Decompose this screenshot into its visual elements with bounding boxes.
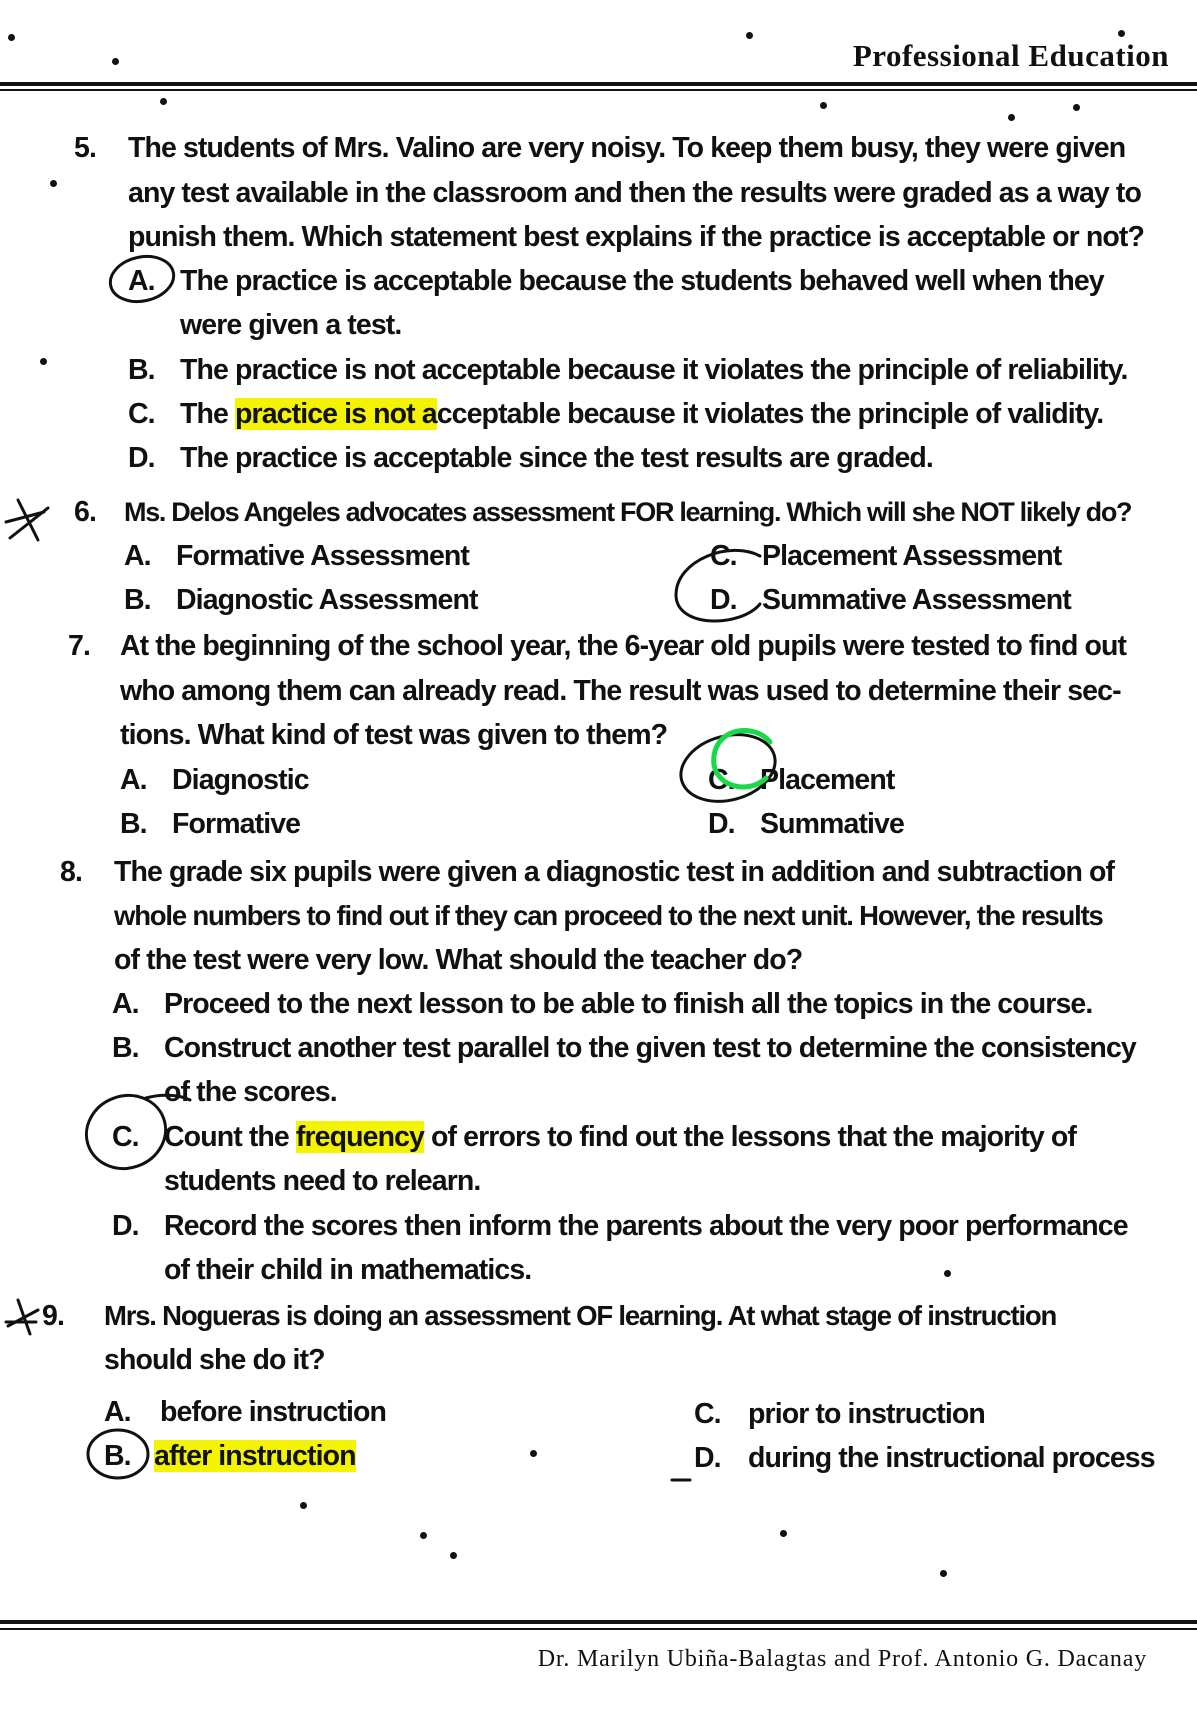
print-speck (820, 102, 827, 109)
question-number: 7. (68, 630, 90, 662)
option-text: of their child in mathematics. (164, 1254, 532, 1286)
option-text: Formative (172, 808, 301, 840)
question-stem-line: who among them can already read. The result was used to determine their sec- (120, 675, 1121, 707)
question-stem-line: The students of Mrs. Valino are very noisy. To keep them busy, they were given (128, 132, 1126, 164)
option-letter: D. (710, 584, 737, 616)
question-stem-line: Ms. Delos Angeles advocates assessment FOR learning. Which will she NOT likely do? (124, 497, 1132, 527)
option-text: students need to relearn. (164, 1165, 481, 1197)
option-letter: B. (112, 1032, 139, 1064)
page-header-title: Professional Education (852, 38, 1169, 73)
print-speck (8, 34, 15, 41)
option-text: Placement (760, 764, 895, 796)
print-speck (40, 358, 47, 365)
question-stem-line: whole numbers to find out if they can proceed to the next unit. However, the results (114, 900, 1103, 931)
option-text: The practice is acceptable since the test results are graded. (180, 442, 933, 474)
option-text: Record the scores then inform the parents about the very poor performance (164, 1210, 1128, 1242)
question-number: 8. (60, 856, 82, 888)
header-rule-thin (0, 89, 1197, 91)
print-speck (1008, 114, 1015, 121)
option-letter: C. (708, 764, 735, 796)
question-stem-line: any test available in the classroom and then the results were graded as a way to (128, 177, 1141, 209)
question-stem-line: The grade six pupils were given a diagnostic test in addition and subtraction of (114, 856, 1115, 888)
option-text: Construct another test parallel to the given test to determine the consistency (164, 1032, 1136, 1064)
print-speck (780, 1530, 787, 1537)
question-stem-line: At the beginning of the school year, the 6-year old pupils were tested to find out (120, 630, 1127, 662)
option-letter: B. (128, 354, 155, 386)
option-text (154, 1434, 356, 1478)
option-text: were given a test. (180, 309, 402, 341)
option-letter: A. (112, 988, 139, 1020)
question-number: 9. (42, 1300, 64, 1332)
print-speck (450, 1552, 457, 1559)
option-letter: A. (124, 540, 151, 572)
option-letter: B. (124, 584, 151, 616)
star-mark (6, 1300, 38, 1334)
print-speck (112, 58, 119, 65)
print-speck (530, 1450, 537, 1457)
print-speck (944, 1270, 951, 1277)
print-speck (940, 1570, 947, 1577)
option-letter: A. (104, 1396, 131, 1428)
option-letter: C. (710, 540, 737, 572)
option-text: Formative Assessment (176, 540, 469, 572)
option-text: The practice is acceptable because the students behaved well when they (180, 265, 1104, 297)
option-letter: B. (104, 1440, 131, 1472)
star-mark (6, 500, 48, 540)
footer-rule (0, 1620, 1197, 1624)
question-number: 5. (74, 132, 96, 164)
question-stem-line: punish them. Which statement best explains if the practice is acceptable or not? (128, 221, 1144, 253)
footer-rule-thin (0, 1628, 1197, 1630)
print-speck (1073, 104, 1080, 111)
print-speck (300, 1502, 307, 1509)
option-letter: A. (120, 764, 147, 796)
print-speck (746, 32, 753, 39)
option-letter: D. (708, 808, 735, 840)
option-letter: D. (112, 1210, 139, 1242)
question-stem-line: should she do it? (104, 1344, 325, 1376)
option-text: Summative (760, 808, 904, 840)
question-number: 6. (74, 496, 96, 528)
option-text: Placement Assessment (762, 540, 1062, 572)
print-speck (420, 1532, 427, 1539)
highlighted-text: frequency (295, 1121, 425, 1153)
option-text: Summative Assessment (762, 584, 1071, 616)
option-text: before instruction (160, 1396, 387, 1428)
option-letter: C. (112, 1121, 139, 1153)
option-text: of the scores. (164, 1076, 337, 1108)
option-letter: A. (128, 265, 155, 297)
footer-authors: Dr. Marilyn Ubiña-Balagtas and Prof. Antonio G. Dacanay (537, 1646, 1147, 1672)
print-speck (160, 98, 167, 105)
option-letter: D. (128, 442, 155, 474)
option-text: Diagnostic Assessment (176, 584, 478, 616)
highlighted-text: after instruction (154, 1440, 356, 1472)
option-letter: D. (694, 1442, 721, 1474)
print-speck (1118, 30, 1125, 37)
option-text: The practice is not acceptable because it violates the principle of validity. (180, 398, 1104, 430)
question-stem-line: of the test were very low. What should the teacher do? (114, 944, 803, 976)
print-speck (50, 180, 57, 187)
question-stem-line: tions. What kind of test was given to them? (120, 719, 668, 751)
option-text: Count the frequency of errors to find out the lessons that the majority of (164, 1121, 1076, 1153)
option-letter: C. (128, 398, 155, 430)
option-text: Diagnostic (172, 764, 309, 796)
header-rule (0, 82, 1197, 86)
option-text: Proceed to the next lesson to be able to finish all the topics in the course. (164, 988, 1093, 1020)
option-text: The practice is not acceptable because it violates the principle of reliability. (180, 354, 1128, 386)
option-text: during the instructional process (748, 1442, 1155, 1474)
option-letter: B. (120, 808, 147, 840)
question-stem-line: Mrs. Nogueras is doing an assessment OF learning. At what stage of instruction (104, 1300, 1057, 1331)
option-letter: C. (694, 1398, 721, 1430)
option-text: prior to instruction (748, 1398, 985, 1430)
highlighted-text: practice is not a (235, 398, 437, 430)
